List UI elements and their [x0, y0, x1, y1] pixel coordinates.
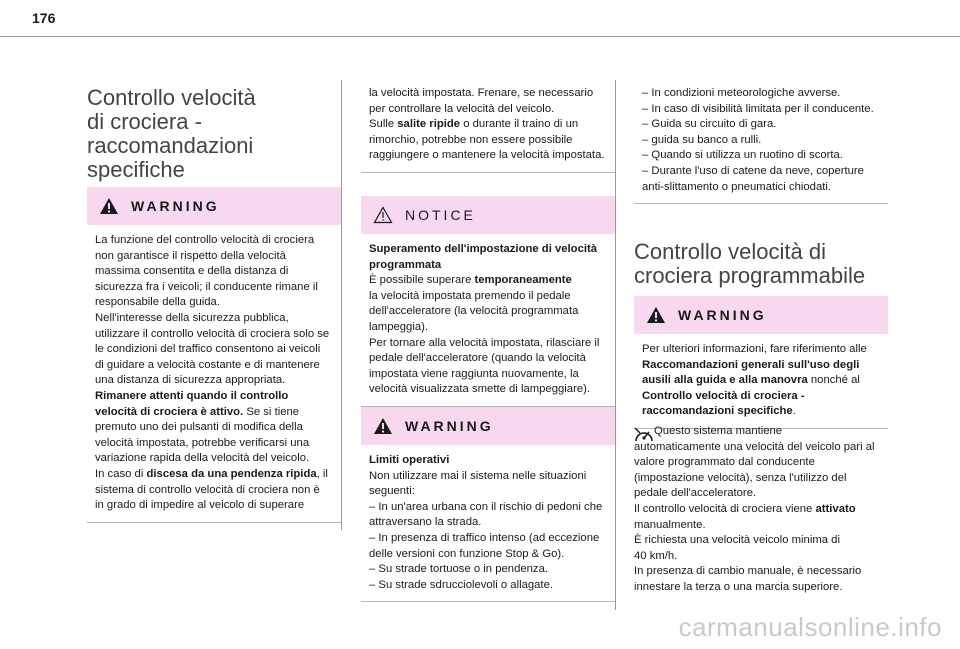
watermark: carmanualsonline.info: [678, 612, 942, 642]
section-title: Controllo velocità di crociera programmabile: [634, 239, 866, 288]
warning-header: [361, 407, 615, 445]
continued-box: [361, 80, 615, 173]
continued-text: la velocità impostata. Frenare, se necessario per controllare la velocità del veicolo. Sulle salite ripide o durante il traino di un rimorchio, potrebbe non essere possibile raggiungere o mantenere la velocità impostata.: [369, 87, 605, 162]
warning-box-reference: [634, 296, 888, 429]
top-divider: [0, 36, 960, 37]
warning-text: La funzione del controllo velocità di crociera non garantisce il rispetto della velocità massima consentita e della distanza di sicurezza fra i veicoli; il conducente rimane il responsabile della guida. Nell'interesse della sicurezza pubblica, utilizzare il controllo velocità di crociera solo se le condizioni del traffico consentono ai veicoli di guidare a velocità costante e di mantenere una distanza di sicurezza appropriata. Rimanere attenti quando il controllo velocità di crociera è attivo. Se si tiene premuto uno dei pulsanti di modifica della velocità impostata, potrebbe verificarsi una variazione rapida della velocità del veicolo. In caso di discesa da una pendenza ripida, il sistema di controllo velocità di crociera non è in grado di impedire al veicolo di superare: [95, 234, 330, 512]
warning-header: [87, 187, 341, 225]
warning-body: [634, 334, 888, 428]
notice-body: [361, 234, 615, 406]
column-divider: [341, 80, 342, 530]
continued-list-box: [634, 80, 888, 204]
warning-icon: [99, 197, 119, 215]
warning-box: [87, 187, 341, 523]
notice-box: [361, 196, 615, 407]
cruise-description: Questo sistema mantiene automaticamente una velocità del veicolo pari al valore programmato dal conducente (impostazione velocità), senza l'utilizzo del pedale dell'acceleratore. Il controllo velocità di crociera viene attivato manualmente. È richiesta una velocità veicolo minima di 40 km/h. In presenza di cambio manuale, è necessario innestare la terza o una marcia superiore.: [634, 425, 875, 593]
warning-text: Per ulteriori informazioni, fare riferimento alle Raccomandazioni generali sull'uso degli ausili alla guida e alla manovra nonché al Controllo velocità di crociera - raccomandazioni specifiche.: [642, 343, 867, 418]
warning-body: [87, 225, 341, 522]
column-divider: [615, 80, 616, 610]
notice-text: Superamento dell'impostazione di velocità programmata È possibile superare temporaneamente la velocità impostata premendo il pedale dell'acceleratore (la velocità programmata lampeggia). Per tornare alla velocità impostata, rilasciare il pedale dell'acceleratore (quando la velocità impostata viene raggiunta nuovamente, la velocità visualizzata smette di lampeggiare).: [369, 243, 600, 396]
section-title: Controllo velocità di crociera - raccomandazioni specifiche: [87, 85, 256, 182]
continued-list: – In condizioni meteorologiche avverse. – In caso di visibilità limitata per il conducente. – Guida su circuito di gara. – guida su banco a rulli. – Quando si utilizza un ruotino di scorta. – Durante l'uso di catene da neve, coperture anti-slittamento o pneumatici chiodati.: [642, 87, 874, 193]
warning-box-limits: [361, 407, 615, 602]
warning-icon: [373, 417, 393, 435]
warning-label: WARNING: [131, 198, 220, 214]
notice-label: NOTICE: [405, 207, 476, 223]
caution-outline-icon: [373, 206, 393, 224]
warning-icon: [646, 306, 666, 324]
warning-text: Limiti operativi Non utilizzare mai il sistema nelle situazioni seguenti: – In un'area urbana con il rischio di pedoni che attraversano la strada. – In presenza di traffico intenso (ad eccezione delle versioni con funzione Stop & Go). – Su strade tortuose o in pendenza. – Su strade sdrucciolevoli o allagate.: [369, 454, 603, 591]
warning-label: WARNING: [678, 307, 767, 323]
warning-label: WARNING: [405, 418, 494, 434]
notice-header: [361, 196, 615, 234]
warning-header: [634, 296, 888, 334]
page-number: 176: [32, 10, 56, 26]
warning-body: [361, 445, 615, 601]
